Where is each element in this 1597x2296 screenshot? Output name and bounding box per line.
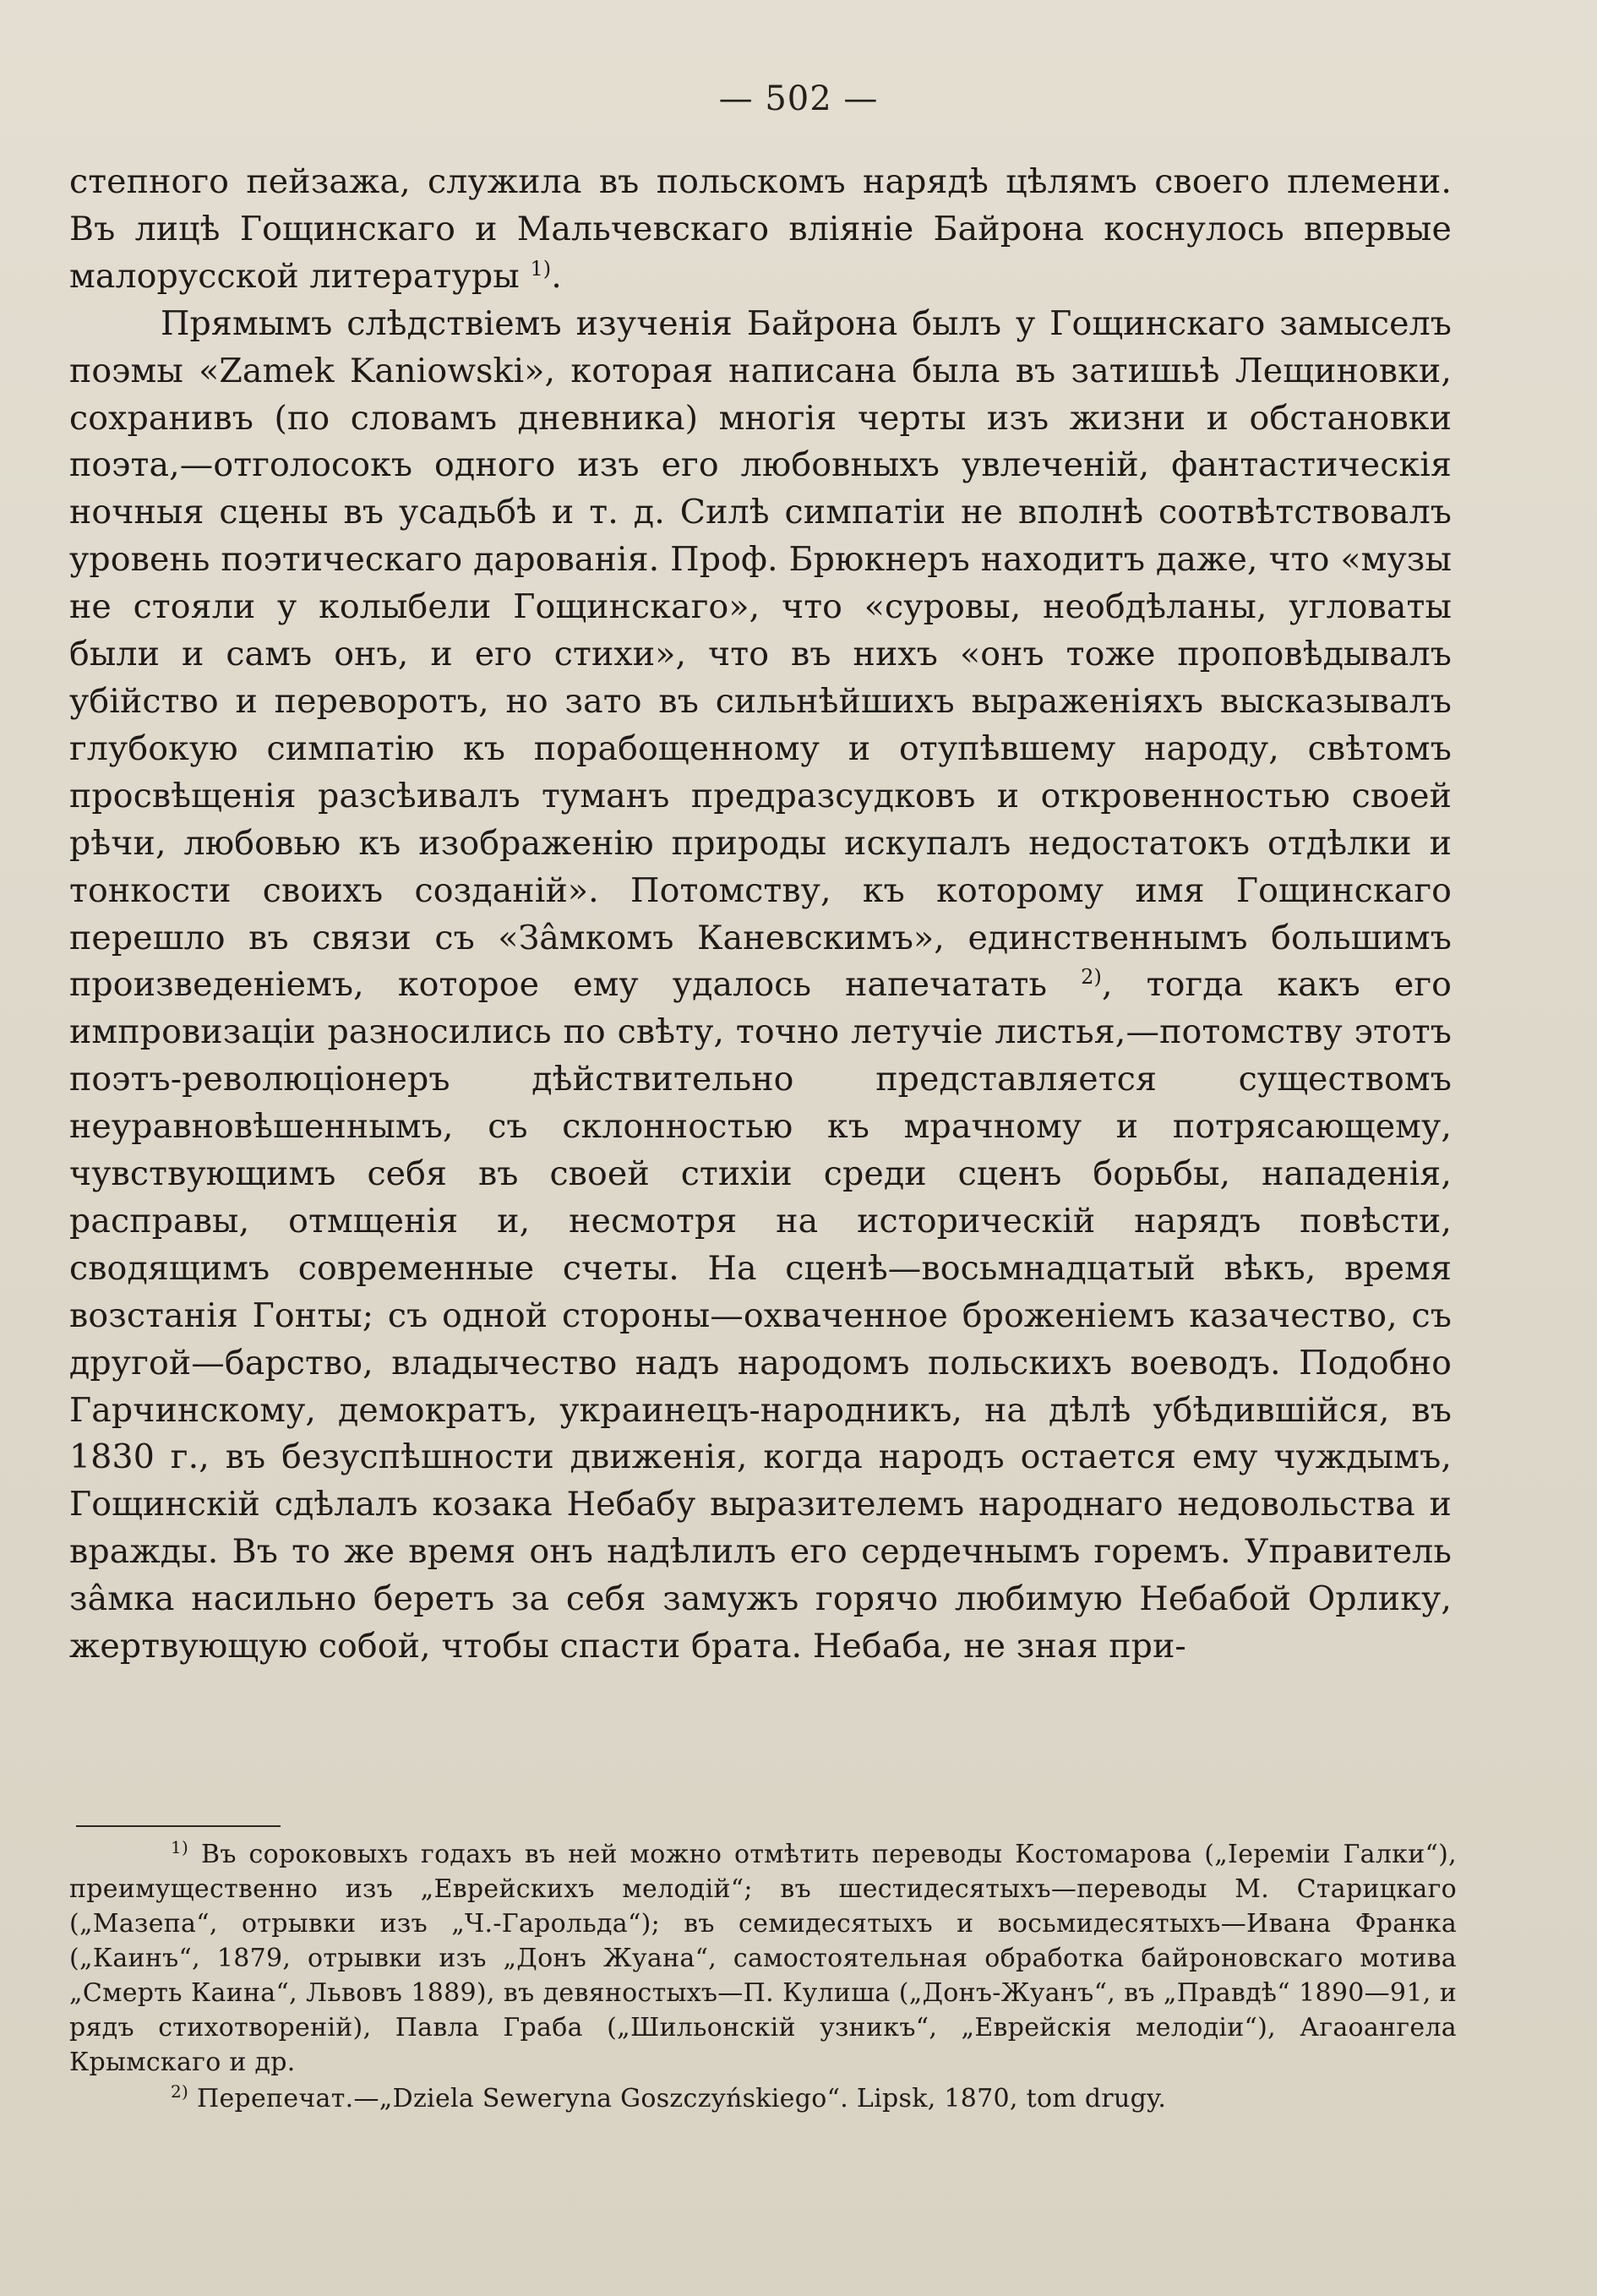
paragraph-2-text: Прямымъ слѣдствіемъ изученія Байрона былъ у Гощинскаго замыселъ поэмы «Zamek Kaniowski», которая написана была въ затишьѣ Лещиновки, сохранивъ (по словамъ дневника) многія черты изъ жизни и обстановки поэта,—отголосокъ одного изъ его любовныхъ увлеченій, фантастическія ночныя сцены въ усадьбѣ и т. д. Силѣ симпатіи не вполнѣ соотвѣтствовалъ уровень поэтическаго дарованія. Проф. Брюкнеръ находитъ даже, что «музы не стояли у колыбели Гощинскаго», что «суровы, необдѣланы, угловаты были и самъ онъ, и его стихи», что въ нихъ «онъ тоже проповѣдывалъ убійство и переворотъ, но зато въ сильнѣйшихъ выраженіяхъ высказывалъ глубокую симпатію къ порабощенному и отупѣвшему народу, свѣтомъ просвѣщенія разсѣивалъ туманъ предразсудковъ и откровенностью своей рѣчи, любовью къ изображенію природы искупалъ недостатокъ отдѣлки и тонкости своихъ созданій». Потомству, къ которому имя Гощинскаго перешло въ связи съ «Зâмкомъ Каневскимъ», единственнымъ большимъ произведеніемъ, которое ему удалось напечатать — [69, 303, 1452, 1005]
footnote-1-mark: 1) — [171, 1837, 189, 1857]
footnote-2-mark: 2) — [171, 2081, 189, 2102]
main-text — [69, 159, 1452, 1671]
paragraph-2-tail: , тогда какъ его импровизаціи разносились по свѣту, точно летучіе листья,—потомству этотъ поэтъ-революціонеръ дѣйствительно представляется существомъ неуравновѣшеннымъ, съ склонностью къ мрачному и потрясающему, чувствующимъ себя въ своей стихіи среди сценъ борьбы, нападенія, расправы, отмщенія и, несмотря на историческій нарядъ повѣсти, сводящимъ современные счеты. На сценѣ—восьмнадцатый вѣкъ, время возстанія Гонты; съ одной стороны—охваченное броженіемъ казачество, съ другой—барство, владычество надъ народомъ польскихъ воеводъ. Подобно Гарчинскому, демократъ, украинецъ-народникъ, на дѣлѣ убѣдившійся, въ 1830 г., въ безуспѣшности движенія, когда народъ остается ему чуждымъ, Гощинскій сдѣлалъ козака Небабу выразителемъ народнаго недовольства и вражды. Въ то же время онъ надѣлилъ его сердечнымъ горемъ. Управитель зâмка насильно беретъ за себя замужъ горячо любимую Небабой Орлику, жертвующую собой, чтобы спасти брата. Небаба, не зная при- — [69, 965, 1453, 1666]
footnote-1 — [69, 1837, 1457, 2080]
footnotes — [69, 1825, 1457, 2116]
page-number: — 502 — — [718, 79, 879, 118]
footnote-1-text: Въ сороковыхъ годахъ въ ней можно отмѣтить переводы Костомарова („Іереміи Галки“), преимущественно изъ „Еврейскихъ мелодій“; въ шестидесятыхъ—переводы М. Старицкаго („Мазепа“, отрывки изъ „Ч.-Гарольда“); въ семидесятыхъ и восьмидесятыхъ—Ивана Франка („Каинъ“, 1879, отрывки изъ „Донъ Жуана“, самостоятельная обработка байроновскаго мотива „Смерть Каина“, Львовъ 1889), въ девяностыхъ—П. Кулиша („Донъ-Жуанъ“, въ „Правдѣ“ 1890—91, и рядъ стихотвореній), Павла Граба („Шильонскій узникъ“, „Еврейскія мелодіи“), Агаоангела Крымскаго и др. — [69, 1840, 1457, 2077]
paragraph-2 — [69, 301, 1452, 1671]
footnote-2 — [69, 2081, 1457, 2116]
footnote-2-text: Перепечат.—„Dziela Sewerуna Goszczyńskiego“. Lipsk, 1870, tom drugy. — [196, 2084, 1167, 2113]
footnote-ref-2: 2) — [1081, 965, 1102, 990]
paragraph-1-text: степного пейзажа, служила въ польскомъ нарядѣ цѣлямъ своего племени. Въ лицѣ Гощинскаго и Мальчевскаго вліяніе Байрона коснулось впервые малорусской литературы — [69, 162, 1452, 296]
paragraph-1 — [69, 159, 1452, 301]
paragraph-1-tail: . — [551, 256, 562, 296]
footnote-ref-1: 1) — [530, 256, 552, 281]
